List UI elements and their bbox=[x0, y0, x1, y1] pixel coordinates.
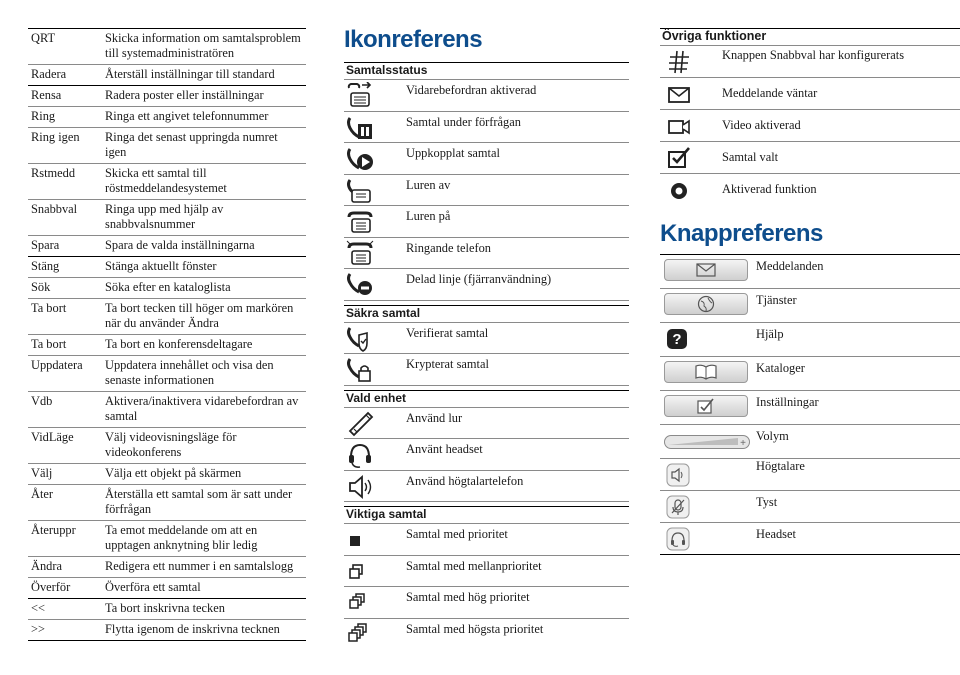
help-button-icon bbox=[660, 323, 756, 356]
softkey-description: Återställa ett samtal som är satt under förfrågan bbox=[105, 487, 293, 516]
speaker-button-icon bbox=[660, 459, 756, 490]
mute-button-icon bbox=[660, 491, 756, 522]
device-label: Använt headset bbox=[406, 442, 483, 456]
feature-label: Samtal valt bbox=[722, 150, 779, 164]
handset-on-hook-icon bbox=[344, 206, 406, 237]
list-item bbox=[660, 357, 960, 391]
table-row bbox=[28, 521, 306, 557]
button-label: Headset bbox=[756, 527, 796, 541]
softkey-name: << bbox=[31, 601, 45, 615]
list-item bbox=[344, 439, 629, 471]
softkey-description: Radera poster eller inställningar bbox=[105, 88, 264, 102]
softkey-name: Sök bbox=[31, 280, 51, 294]
softkey-name: Radera bbox=[31, 67, 67, 81]
button-label: Inställningar bbox=[756, 395, 819, 409]
table-row bbox=[28, 578, 306, 599]
button-label: Kataloger bbox=[756, 361, 805, 375]
button-label: Tjänster bbox=[756, 293, 797, 307]
softkey-description: Uppdatera innehållet och visa den senaste informationen bbox=[105, 358, 274, 387]
feature-label: Knappen Snabbval har konfigurerats bbox=[722, 48, 905, 62]
list-item bbox=[344, 556, 629, 588]
list-item bbox=[344, 80, 629, 112]
table-row bbox=[28, 335, 306, 356]
table-row bbox=[28, 200, 306, 236]
directories-button-icon bbox=[660, 357, 756, 390]
softkey-description: Överföra ett samtal bbox=[105, 580, 201, 594]
softkey-name: Ring bbox=[31, 109, 56, 123]
softkey-name: Ändra bbox=[31, 559, 62, 573]
table-row bbox=[28, 485, 306, 521]
softkey-description: Ta emot meddelande om att en upptagen anknytning blir ledig bbox=[105, 523, 258, 552]
status-label: Vidarebefordran aktiverad bbox=[406, 83, 537, 97]
softkey-name: >> bbox=[31, 622, 45, 636]
secure-label: Verifierat samtal bbox=[406, 325, 489, 340]
handset-icon bbox=[344, 408, 406, 439]
connected-call-icon bbox=[344, 143, 406, 174]
list-item bbox=[344, 587, 629, 619]
softkey-description: Ta bort inskrivna tecken bbox=[105, 601, 225, 615]
page-title: Ikonreferens bbox=[344, 26, 483, 53]
table-row bbox=[28, 356, 306, 392]
feature-label: Aktiverad funktion bbox=[722, 182, 817, 196]
list-item bbox=[660, 459, 960, 491]
table-row bbox=[28, 557, 306, 578]
softkey-name: Uppdatera bbox=[31, 358, 83, 372]
status-label: Luren av bbox=[406, 177, 451, 192]
feature-label: Video aktiverad bbox=[722, 118, 801, 132]
call-forward-icon bbox=[344, 80, 406, 111]
softkey-description: Stänga aktuellt fönster bbox=[105, 259, 217, 273]
section-heading: Samtalsstatus bbox=[344, 62, 629, 80]
list-item bbox=[660, 491, 960, 523]
svg-text:?: ? bbox=[672, 331, 682, 348]
softkey-description: Ringa ett angivet telefonnummer bbox=[105, 109, 269, 123]
softkey-description: Ta bort en konferensdeltagare bbox=[105, 337, 253, 351]
handset-off-hook-icon bbox=[344, 175, 406, 206]
button-label: Meddelanden bbox=[756, 259, 824, 273]
services-button-icon bbox=[660, 289, 756, 322]
headset-button-icon bbox=[660, 523, 756, 554]
table-row bbox=[28, 299, 306, 335]
list-item bbox=[344, 408, 629, 440]
status-label: Uppkopplat samtal bbox=[406, 146, 500, 160]
section-heading: Säkra samtal bbox=[344, 305, 629, 323]
list-item bbox=[660, 142, 960, 174]
encrypted-call-icon bbox=[344, 354, 406, 385]
speakerphone-icon bbox=[344, 471, 406, 502]
status-label: Delad linje (fjärranvändning) bbox=[406, 272, 552, 286]
button-table bbox=[660, 254, 960, 555]
ringing-phone-icon bbox=[344, 238, 406, 269]
softkey-description: Ringa det senast uppringda numret igen bbox=[105, 130, 278, 159]
list-item bbox=[344, 354, 629, 386]
list-item bbox=[660, 323, 960, 357]
status-label: Luren på bbox=[406, 209, 451, 223]
softkey-description: Skicka ett samtal till röstmeddelandesystemet bbox=[105, 166, 227, 195]
section-heading: Övriga funktioner bbox=[660, 28, 960, 46]
shared-line-icon bbox=[344, 269, 406, 300]
status-label: Samtal under förfrågan bbox=[406, 114, 521, 129]
list-item bbox=[660, 78, 960, 110]
softkey-description: Välj videovisningsläge för videokonferens bbox=[105, 430, 237, 459]
softkey-name: Stäng bbox=[31, 259, 60, 273]
device-label: Använd lur bbox=[406, 410, 463, 425]
table-row bbox=[28, 128, 306, 164]
volume-button-icon bbox=[660, 425, 756, 458]
button-label: Tyst bbox=[756, 495, 778, 509]
list-item bbox=[660, 110, 960, 142]
high-priority-icon bbox=[344, 587, 406, 618]
softkey-name: Spara bbox=[31, 238, 60, 252]
softkey-description: Flytta igenom de inskrivna tecknen bbox=[105, 622, 280, 636]
list-item bbox=[344, 112, 629, 144]
button-label: Volym bbox=[756, 429, 789, 443]
softkey-name: QRT bbox=[31, 31, 56, 45]
icon-reference bbox=[344, 26, 629, 650]
list-item bbox=[344, 143, 629, 175]
priority-call-icon bbox=[344, 524, 406, 555]
list-item bbox=[344, 238, 629, 270]
priority-label: Samtal med högsta prioritet bbox=[406, 621, 544, 636]
button-reference-title: Knappreferens bbox=[660, 220, 823, 247]
table-row bbox=[28, 164, 306, 200]
softkey-description: Redigera ett nummer i en samtalslogg bbox=[105, 559, 294, 573]
status-label: Ringande telefon bbox=[406, 240, 491, 255]
message-waiting-icon bbox=[660, 78, 722, 109]
table-row bbox=[28, 236, 306, 257]
table-row bbox=[28, 464, 306, 485]
highest-priority-icon bbox=[344, 619, 406, 651]
device-label: Använd högtalartelefon bbox=[406, 473, 524, 488]
button-label: Högtalare bbox=[756, 459, 805, 473]
section-heading: Vald enhet bbox=[344, 390, 629, 408]
button-label: Hjälp bbox=[756, 327, 784, 341]
table-row bbox=[28, 428, 306, 464]
softkey-name: Åter bbox=[31, 487, 54, 501]
call-selected-icon bbox=[660, 142, 722, 173]
softkey-description: Återställ inställningar till standard bbox=[105, 67, 275, 81]
feature-label: Meddelande väntar bbox=[722, 86, 818, 100]
softkey-description: Välja ett objekt på skärmen bbox=[105, 466, 242, 480]
list-item bbox=[660, 46, 960, 78]
priority-label: Samtal med mellanprioritet bbox=[406, 558, 542, 573]
list-item bbox=[660, 425, 960, 459]
headset-icon bbox=[344, 439, 406, 470]
section-heading: Viktiga samtal bbox=[344, 506, 629, 524]
softkey-table bbox=[28, 28, 306, 641]
list-item bbox=[660, 255, 960, 289]
list-item bbox=[660, 391, 960, 425]
video-icon bbox=[660, 110, 722, 141]
softkey-description: Ringa upp med hjälp av snabbvalsnummer bbox=[105, 202, 224, 231]
softkey-name: Överför bbox=[31, 580, 71, 594]
list-item bbox=[344, 175, 629, 207]
call-hold-icon bbox=[344, 112, 406, 143]
table-row bbox=[28, 86, 306, 107]
list-item bbox=[660, 174, 960, 206]
table-row bbox=[28, 29, 306, 65]
table-row bbox=[28, 107, 306, 128]
list-item bbox=[344, 619, 629, 651]
table-row bbox=[28, 65, 306, 86]
table-row bbox=[28, 599, 306, 620]
softkey-name: Snabbval bbox=[31, 202, 78, 216]
priority-label: Samtal med prioritet bbox=[406, 527, 508, 541]
softkey-name: Ta bort bbox=[31, 337, 67, 351]
table-row bbox=[28, 392, 306, 428]
softkey-description: Aktivera/inaktivera vidarebefordran av samtal bbox=[105, 394, 299, 423]
list-item bbox=[660, 289, 960, 323]
table-row bbox=[28, 278, 306, 299]
speed-dial-icon bbox=[660, 46, 722, 77]
softkey-name: Rensa bbox=[31, 88, 62, 102]
priority-label: Samtal med hög prioritet bbox=[406, 590, 530, 604]
list-item bbox=[344, 471, 629, 503]
medium-priority-icon bbox=[344, 556, 406, 587]
softkey-description: Ta bort tecken till höger om markören när du använder Ändra bbox=[105, 301, 294, 330]
settings-button-icon bbox=[660, 391, 756, 424]
messages-button-icon bbox=[660, 255, 756, 288]
feature-enabled-icon bbox=[660, 174, 722, 206]
table-row bbox=[28, 620, 306, 641]
secure-label: Krypterat samtal bbox=[406, 357, 489, 371]
softkey-name: Vdb bbox=[31, 394, 53, 408]
authenticated-call-icon bbox=[344, 323, 406, 354]
softkey-description: Spara de valda inställningarna bbox=[105, 238, 255, 252]
list-item bbox=[344, 323, 629, 355]
other-features bbox=[660, 28, 960, 555]
svg-text:+: + bbox=[740, 438, 746, 449]
softkey-name: Återuppr bbox=[31, 523, 76, 537]
list-item bbox=[344, 524, 629, 556]
softkey-name: Ring igen bbox=[31, 130, 80, 144]
softkey-name: Ta bort bbox=[31, 301, 67, 315]
list-item bbox=[344, 269, 629, 301]
softkey-description: Skicka information om samtalsproblem till systemadministratören bbox=[105, 31, 301, 60]
table-row bbox=[28, 257, 306, 278]
softkey-name: Rstmedd bbox=[31, 166, 76, 180]
softkey-name: VidLäge bbox=[31, 430, 74, 444]
softkey-name: Välj bbox=[31, 466, 53, 480]
list-item bbox=[344, 206, 629, 238]
list-item bbox=[660, 523, 960, 555]
softkey-description: Söka efter en kataloglista bbox=[105, 280, 231, 294]
